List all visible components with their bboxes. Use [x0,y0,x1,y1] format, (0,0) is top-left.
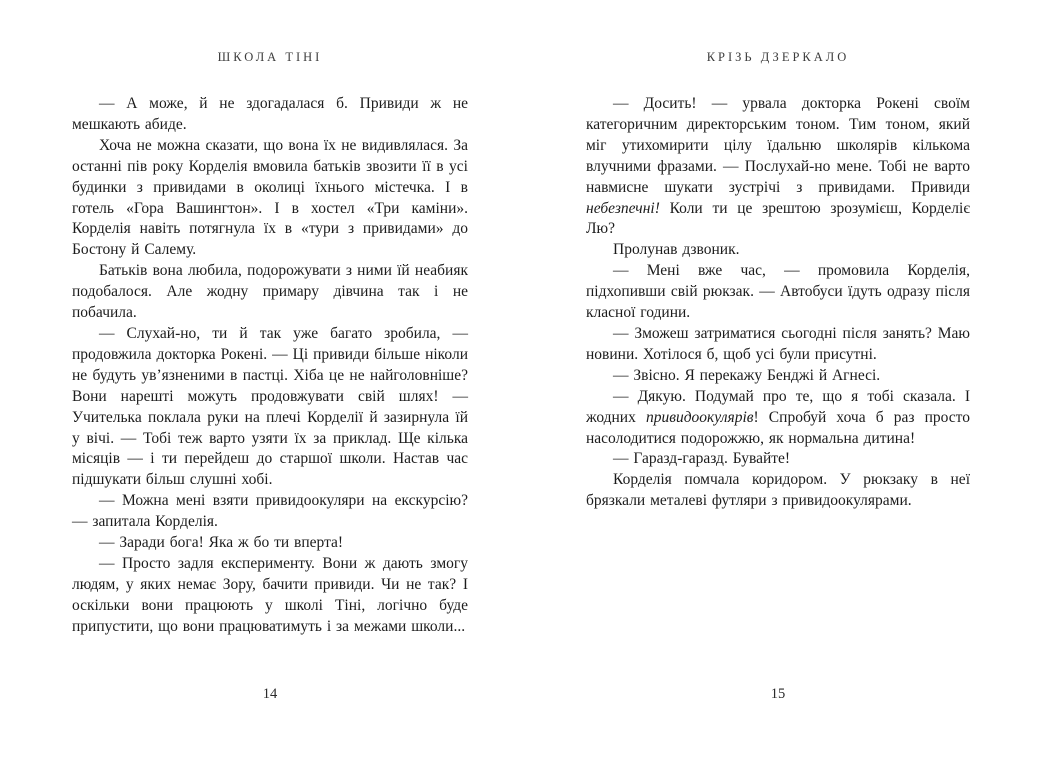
paragraph-run: — Гаразд-гаразд. Бувайте! [613,450,791,468]
paragraph-run: Корделія помчала коридором. У рюкзаку в неї брязкали металеві футляри з привидоокулярами. [586,471,970,510]
paragraph-run: ! Спробуй хоча б раз просто насолодитися подорожжю, як нормальна дитина! [586,408,970,447]
running-head: ШКОЛА ТІНІ [217,50,323,64]
paragraph-run: — Слухай-но, ти й так уже багато зробила, — продовжила докторка Рокені. — Ці привиди більше ніколи не будуть ув’язненими в пастці. Хіба це не найголовніше? Вони нарешті можуть продовжувати свій шлях! — Учителька поклала руки на плечі Корделії й зазирнула їй у вічі. — Тобі теж варто узяти їх за приклад. Ще кілька місяців — і ти перейдеш до старшої школи. Настав час підшукати більш слушні хобі. [72,324,468,489]
paragraph [586,240,970,261]
paragraph-run-italic: привидоокулярів [645,408,754,426]
paragraph-run: — Можна мені взяти привидоокуляри на екскурсію? — запитала Корделія. [72,492,468,531]
paragraph [72,324,468,491]
paragraph [72,554,468,638]
paragraph [586,94,970,240]
page-left [72,0,468,760]
paragraph-run: — Звісно. Я перекажу Бенджі й Агнесі. [613,366,881,384]
paragraph-run: — Просто задля експерименту. Вони ж дають змогу людям, у яких немає Зору, бачити привиди. Чи не так? І оскільки вони працюють у школі Тіні, логічно буде припустити, що вони працюватимуть і за межами школи... [72,554,468,635]
paragraph-run: — А може, й не здогадалася б. Привиди ж не мешкають абиде. [72,95,468,133]
paragraph [586,470,970,512]
paragraph-run: Хоча не можна сказати, що вона їх не видивлялася. За останні пів року Корделія вмовила батьків звозити її в усі будинки з привидами в околиці їхнього містечка. І в готель «Гора Вашингтон». І в хостел «Три каміни». Корделія навіть потягнула їх в «тури з привидами» до Бостону й Салему. [72,136,468,259]
paragraph [586,324,970,366]
paragraph-run: — Зможеш затриматися сьогодні після занять? Маю новини. Хотілося б, щоб усі були присутні. [586,324,970,363]
paragraph [72,94,468,136]
paragraph [586,387,970,450]
paragraph [586,449,970,470]
paragraph-run: — Досить! — урвала докторка Рокені своїм категоричним директорським тоном. Тим тоном, який міг утихомирити цілу їдальню школярів кількома влучними фразами. — Послухай-но мене. Тобі не варто навмисне шукати зустрічі з привидами. Привиди [586,95,970,196]
page-body [586,94,970,512]
paragraph-run: Пролунав дзвоник. [613,241,740,259]
paragraph-run: — Заради бога! Яка ж бо ти вперта! [99,534,344,552]
paragraph [72,491,468,533]
page-right [586,0,970,760]
paragraph-run: — Мені вже час, — промовила Корделія, підхопивши свій рюкзак. — Автобуси їдуть одразу після класної години. [586,262,970,322]
paragraph-run: — Дякую. Подумай про те, що я тобі сказала. І жодних [586,387,970,426]
paragraph-run: Коли ти це зрештою зрозумієш, Корделіє Лю? [586,199,970,238]
paragraph-run: Батьків вона любила, подорожувати з ними їй неабияк подобалося. Але жодну примару дівчина так і не побачила. [72,262,468,322]
running-head: КРІЗЬ ДЗЕРКАЛО [706,50,850,64]
paragraph [586,366,970,387]
page-number: 14 [262,686,278,702]
paragraph [586,261,970,324]
paragraph-run-italic: небезпечні! [586,199,660,217]
paragraph [72,261,468,324]
paragraph [72,136,468,261]
paragraph [72,533,468,554]
page-number: 15 [770,686,786,702]
page-body [72,94,468,638]
